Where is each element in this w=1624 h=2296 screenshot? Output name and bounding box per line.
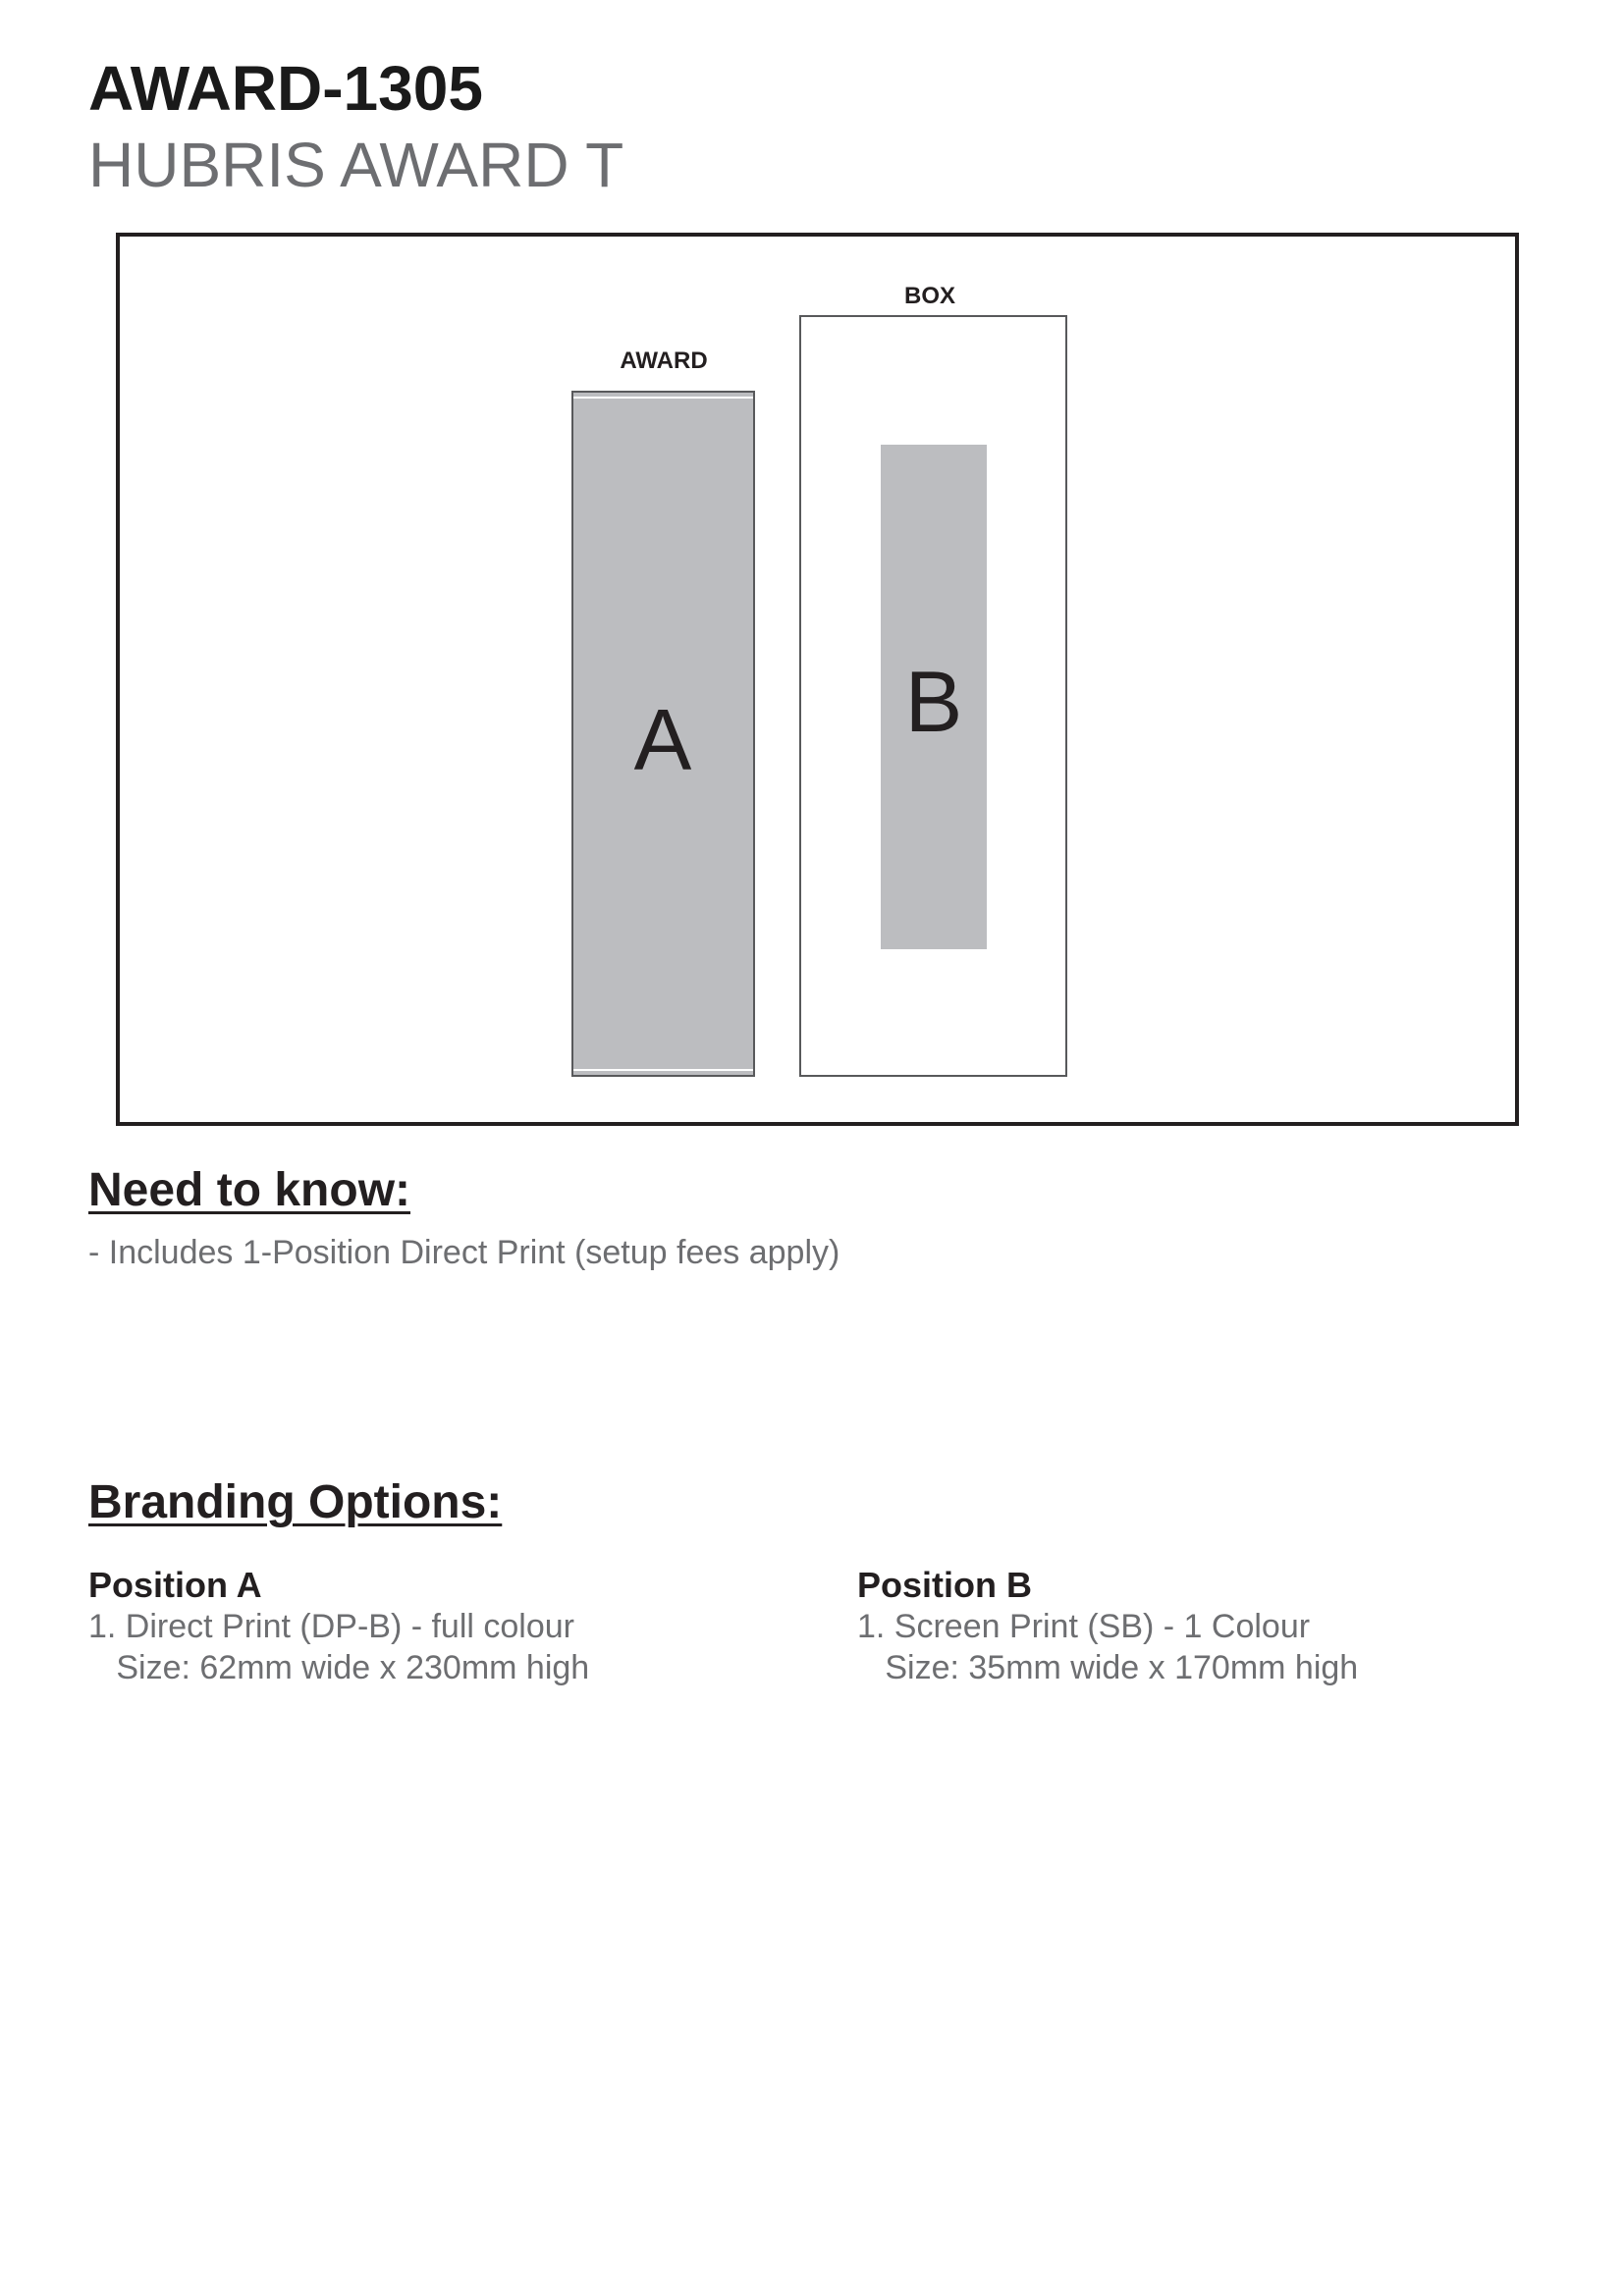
position-b-details	[857, 1565, 1358, 1688]
box-label: BOX	[903, 283, 955, 309]
need-to-know-item: - Includes 1-Position Direct Print (setup fees apply)	[88, 1234, 840, 1271]
position-a-size: Size: 62mm wide x 230mm high	[88, 1649, 590, 1686]
position-b-marker: B	[904, 653, 963, 750]
position-a-details	[88, 1565, 589, 1688]
position-a-marker: A	[633, 691, 692, 788]
position-b-title: Position B	[857, 1565, 1032, 1605]
branding-options-heading: Branding Options:	[88, 1476, 503, 1528]
product-name: HUBRIS AWARD T	[88, 130, 624, 200]
product-code: AWARD-1305	[88, 53, 483, 124]
position-a-title: Position A	[88, 1565, 262, 1605]
award-label: AWARD	[620, 347, 708, 374]
need-to-know-heading: Need to know:	[88, 1164, 411, 1216]
position-b-size: Size: 35mm wide x 170mm high	[857, 1649, 1359, 1686]
position-a-method: 1. Direct Print (DP-B) - full colour	[88, 1608, 574, 1645]
position-b-method: 1. Screen Print (SB) - 1 Colour	[857, 1608, 1311, 1645]
